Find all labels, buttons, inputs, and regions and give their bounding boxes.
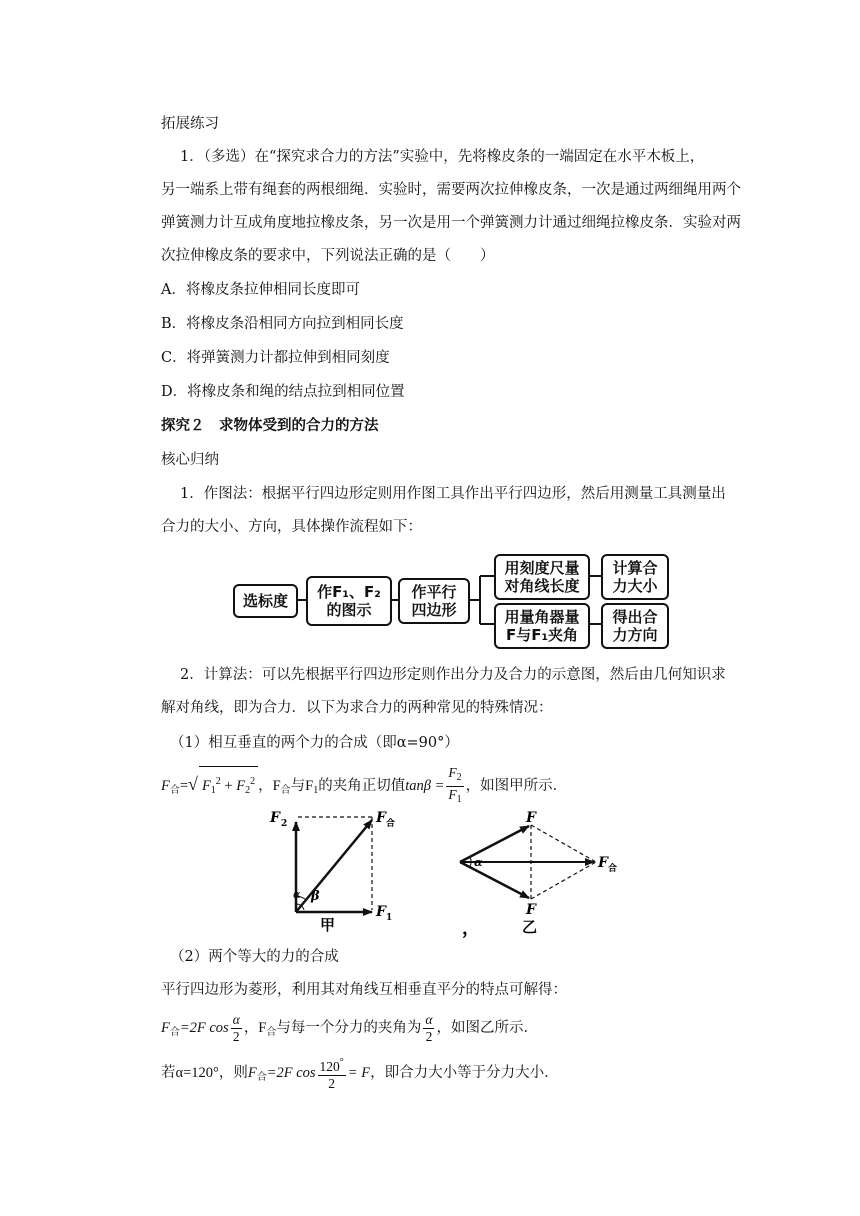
label-fhe-sub: 合: [386, 819, 396, 829]
c2-formula-f: F: [161, 1020, 170, 1036]
question-1-line-2: 另一端系上带有绳套的两根细绳．实验时，需要两次拉伸橡皮条，一次是通过两细绳用两个: [161, 182, 741, 198]
c2-frac-120: 120: [319, 1059, 340, 1075]
label-f1: F: [376, 904, 386, 920]
label-f1-sub: 1: [386, 913, 393, 923]
flow-measure-angle-line-2: F与F₁夹角: [505, 626, 579, 644]
label-fhe: F: [376, 810, 386, 826]
sqrt-sign: √: [188, 773, 198, 794]
case-1-text-a: ，F: [258, 777, 281, 794]
case-2-formula-line: [161, 1011, 538, 1050]
flow-draw-forces-line-2: 的图示: [326, 601, 372, 619]
frac-den-f: F: [448, 787, 457, 802]
case-1-text-d: 1: [313, 784, 319, 796]
c2-frac2-num: α: [425, 1012, 433, 1028]
frac-num-sub: 2: [456, 772, 462, 783]
frac-den-sub: 1: [456, 794, 462, 805]
label-jia: 甲: [320, 916, 336, 934]
label-beta: β: [311, 889, 320, 904]
label-comma: ，: [462, 918, 480, 939]
flow-draw-parallelogram-line-1: 作平行: [411, 583, 457, 601]
case-2-example-line: [161, 1055, 559, 1096]
label-f2-sub: 2: [281, 819, 288, 829]
c2-example-eqf: = F: [347, 1065, 371, 1081]
label-fhe-yi: F: [598, 855, 608, 871]
flow-measure-length-line-1: 用刻度尺量: [504, 559, 580, 577]
method-2-line-2: 解对角线，即为合力．以下为求合力的两种常见的特殊情况：: [161, 700, 553, 716]
formula-f2: F: [236, 777, 246, 794]
flow-measure-length-line-2: 对角线长度: [504, 577, 580, 595]
c2-text-angle: 与每一个分力的夹角为: [276, 1020, 422, 1036]
core-summary-heading: 核心归纳: [161, 452, 219, 468]
flow-calc-magnitude-line-2: 力大小: [612, 577, 658, 595]
flow-calc-magnitude-line-1: 计算合: [612, 559, 658, 577]
flow-select-scale-label: 选标度: [242, 592, 288, 610]
method-1-line-2: 合力的大小、方向，具体操作流程如下：: [161, 519, 422, 535]
case-1-text-e: 的夹角正切值: [318, 777, 406, 794]
label-f-bottom: F: [526, 902, 536, 918]
c2-frac-num: α: [232, 1012, 240, 1028]
inquiry-2-title: 探究２ 求物体受到的合力的方法: [161, 417, 379, 434]
section-title: 拓展练习: [161, 116, 219, 132]
c2-text-sub: 合: [266, 1027, 277, 1038]
formula-plus: +: [220, 777, 237, 794]
question-1-line-1: 1．（多选）在“探究求合力的方法”实验中，先将橡皮条的一端固定在水平木板上，: [180, 149, 705, 165]
c2-example-f: F: [247, 1065, 257, 1081]
label-alpha: α: [293, 888, 301, 901]
flow-draw-parallelogram-line-2: 四边形: [411, 601, 457, 619]
formula-tan-beta: tanβ =: [405, 777, 445, 794]
formula-f2-sup: 2: [250, 775, 256, 787]
c2-fraction-alpha-2b: [423, 1012, 434, 1045]
case-1-text-c: 与F: [290, 777, 314, 794]
frac-num-f: F: [448, 765, 457, 780]
flow-get-direction-line-1: 得出合: [612, 608, 658, 626]
figure-jia: [269, 810, 395, 934]
method-2-line-1: 2．计算法：可以先根据平行四边形定则作出分力及合力的示意图，然后由几何知识求: [180, 667, 726, 683]
case-1-title: （1）相互垂直的两个力的合成（即α=90°）: [170, 735, 459, 751]
label-alpha-yi: α: [474, 856, 483, 869]
question-1-line-3: 弹簧测力计互成角度地拉橡皮条，另一次是用一个弹簧测力计通过细绳拉橡皮条．实验对两: [161, 215, 741, 231]
flow-get-direction-line-2: 力方向: [612, 626, 658, 644]
c2-frac2-den: 2: [425, 1029, 433, 1045]
formula-he-sub: 合: [169, 784, 180, 796]
case-2-title: （2）两个等大的力的合成: [170, 949, 339, 965]
c2-example-he: 合: [256, 1072, 267, 1083]
case-1-text-f: ，如图甲所示．: [465, 777, 568, 794]
c2-text-end: ，如图乙所示．: [436, 1020, 538, 1036]
option-a: A．将橡皮条拉伸相同长度即可: [161, 282, 360, 298]
c2-fraction-120-2: [318, 1055, 346, 1092]
label-fhe-yi-sub: 合: [608, 864, 618, 874]
c2-formula-he: 合: [169, 1027, 180, 1038]
c2-frac-deg: °: [339, 1057, 344, 1069]
c2-frac-den: 2: [232, 1029, 240, 1045]
formula-eq: =: [179, 777, 189, 794]
figure-yi: [460, 810, 617, 939]
c2-example-end: ，即合力大小等于分力大小．: [370, 1065, 559, 1081]
c2-formula-2fcos: =2F cos: [179, 1020, 229, 1036]
c2-example-start: 若α=120°，则: [161, 1065, 248, 1081]
c2-frac-120-den: 2: [328, 1076, 336, 1092]
flow-draw-forces-line-1: 作F₁、F₂: [317, 583, 381, 601]
label-yi: 乙: [522, 918, 538, 936]
option-b: B．将橡皮条沿相同方向拉到相同长度: [161, 316, 404, 332]
method-1-line-1: 1．作图法：根据平行四边形定则用作图工具作出平行四边形，然后用测量工具测量出: [180, 486, 726, 502]
option-c: C．将弹簧测力计都拉伸到相同刻度: [161, 350, 390, 366]
flow-measure-angle-line-1: 用量角器量: [504, 608, 580, 626]
label-f-top: F: [526, 810, 536, 826]
c2-example-2fcos: =2F cos: [266, 1065, 316, 1081]
c2-fraction-alpha-2: [231, 1012, 242, 1045]
question-1-line-4: 次拉伸橡皮条的要求中，下列说法正确的是（ ）: [161, 248, 495, 264]
label-f2: F: [270, 810, 280, 826]
formula-f: F: [161, 777, 170, 794]
case-2-desc: 平行四边形为菱形，利用其对角线互相垂直平分的特点可解得：: [161, 982, 567, 998]
c2-text-mid: ，F: [243, 1020, 267, 1036]
option-d: D．将橡皮条和绳的结点拉到相同位置: [161, 384, 405, 400]
formula-f2-sub: 2: [245, 784, 251, 796]
formula-f1: F: [201, 777, 211, 794]
formula-f1-sup: 2: [215, 775, 221, 787]
formula-f1-sub: 1: [210, 784, 216, 796]
case-1-text-b: 合: [280, 784, 291, 796]
